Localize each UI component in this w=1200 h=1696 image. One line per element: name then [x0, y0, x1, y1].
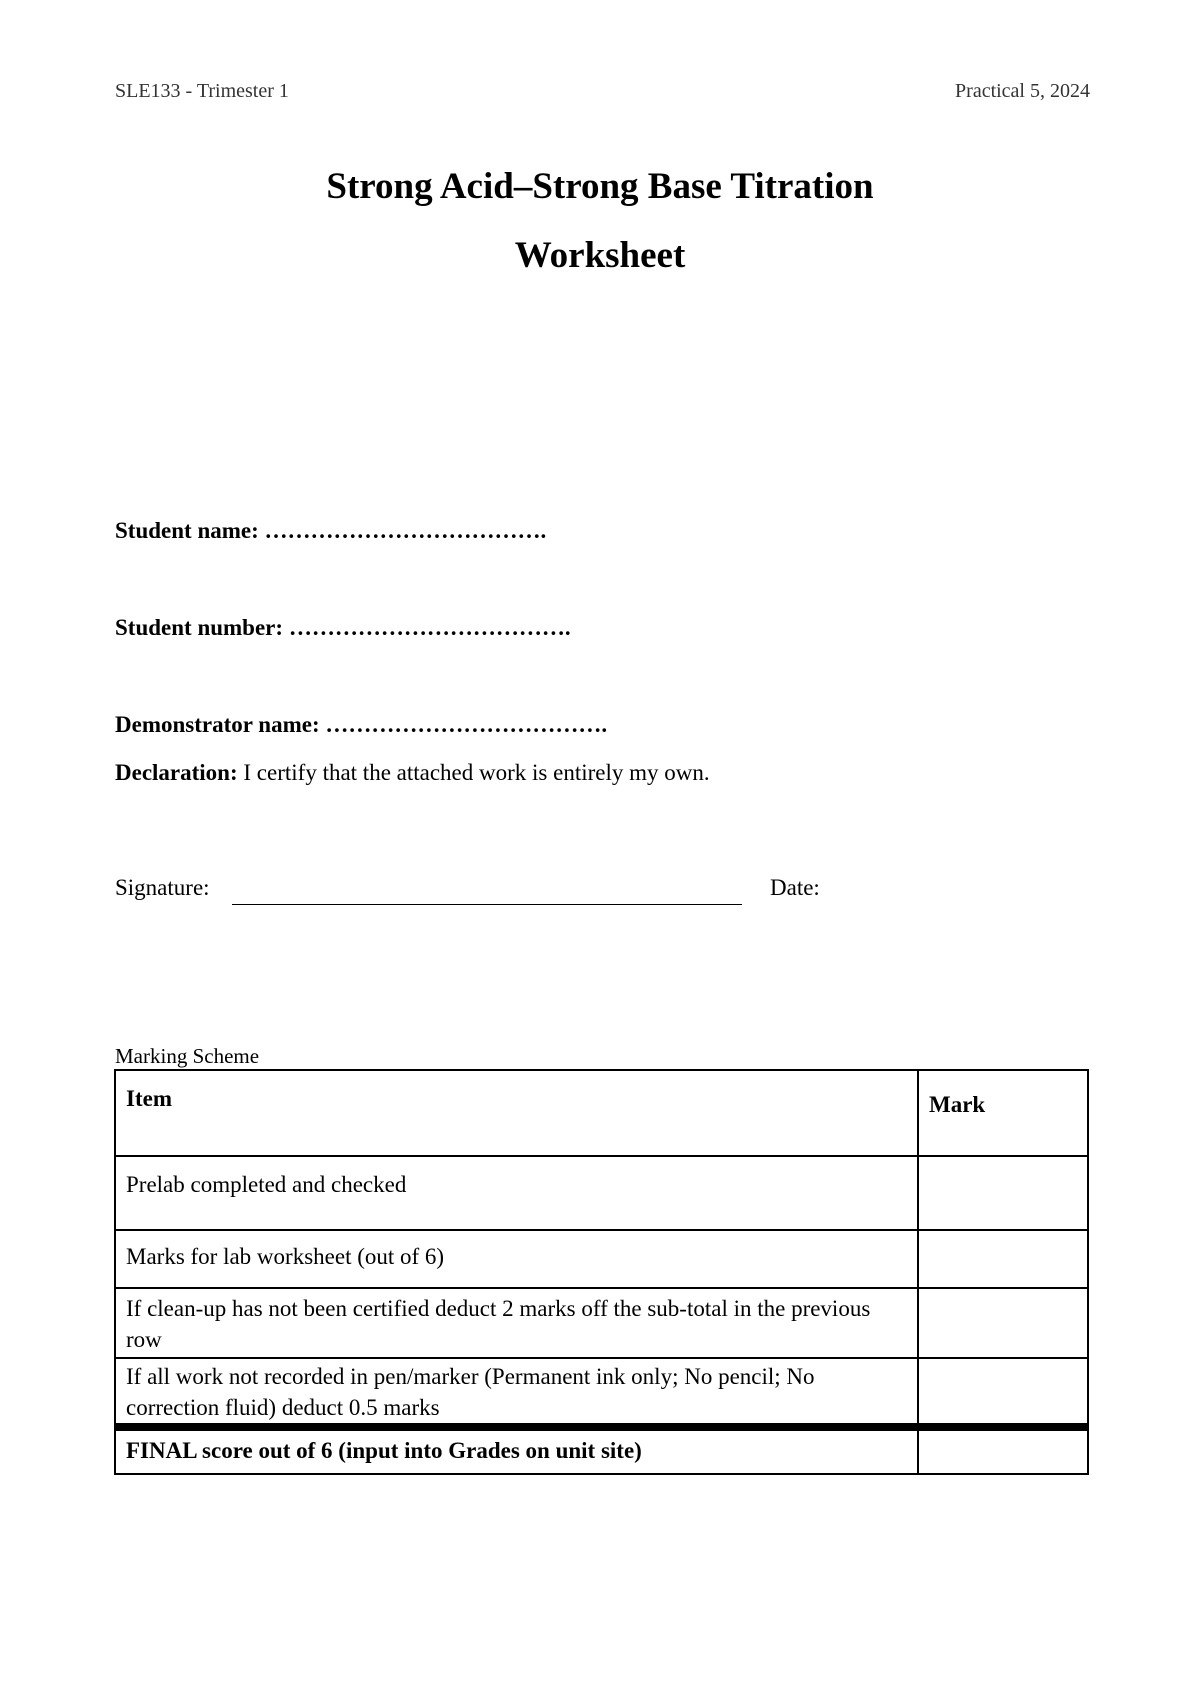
document-subtitle: Worksheet: [514, 235, 686, 276]
table-row: [115, 1230, 1088, 1288]
student-number-label: Student number:: [115, 615, 284, 640]
student-name-blank[interactable]: ……………………………….: [264, 518, 547, 543]
header-unit-code: SLE133 - Trimester 1: [115, 80, 289, 102]
signature-line[interactable]: [232, 904, 742, 905]
mark-cell-prelab[interactable]: [918, 1156, 1088, 1230]
table-row: [115, 1156, 1088, 1230]
row-item-pen-marker: If all work not recorded in pen/marker (Permanent ink only; No pencil; No correction fluid) deduct 0.5 marks: [115, 1358, 918, 1427]
table-row: [115, 1288, 1088, 1358]
declaration: [115, 760, 710, 786]
student-name-field: [115, 518, 546, 544]
demonstrator-name-field: [115, 712, 607, 738]
marking-scheme-table: [114, 1069, 1089, 1475]
marking-scheme-caption: Marking Scheme: [115, 1044, 260, 1068]
mark-cell-worksheet-marks[interactable]: [918, 1230, 1088, 1288]
declaration-label: Declaration:: [115, 760, 238, 785]
table-row: [115, 1358, 1088, 1427]
row-item-worksheet-marks: Marks for lab worksheet (out of 6): [115, 1230, 918, 1288]
row-item-clean-up: If clean-up has not been certified deduct 2 marks off the sub-total in the previous row: [115, 1288, 918, 1358]
student-number-blank[interactable]: ……………………………….: [288, 615, 571, 640]
row-item-prelab: Prelab completed and checked: [115, 1156, 918, 1230]
signature-label: Signature:: [115, 875, 210, 900]
table-row-final: [115, 1427, 1088, 1474]
demonstrator-name-label: Demonstrator name:: [115, 712, 320, 737]
header-practical: Practical 5, 2024: [955, 80, 1090, 102]
student-number-field: [115, 615, 571, 641]
demonstrator-name-blank[interactable]: ……………………………….: [325, 712, 608, 737]
document-title: Strong Acid–Strong Base Titration: [326, 166, 874, 207]
mark-cell-final-score[interactable]: [918, 1427, 1088, 1474]
declaration-text: I certify that the attached work is entirely my own.: [237, 760, 710, 785]
date-label: Date:: [770, 875, 820, 900]
table-header-row: [115, 1070, 1088, 1156]
mark-cell-clean-up[interactable]: [918, 1288, 1088, 1358]
mark-cell-pen-marker[interactable]: [918, 1358, 1088, 1427]
column-header-mark: Mark: [918, 1070, 1088, 1156]
student-name-label: Student name:: [115, 518, 259, 543]
column-header-item: Item: [115, 1070, 918, 1156]
row-item-final-score: FINAL score out of 6 (input into Grades on unit site): [115, 1427, 918, 1474]
